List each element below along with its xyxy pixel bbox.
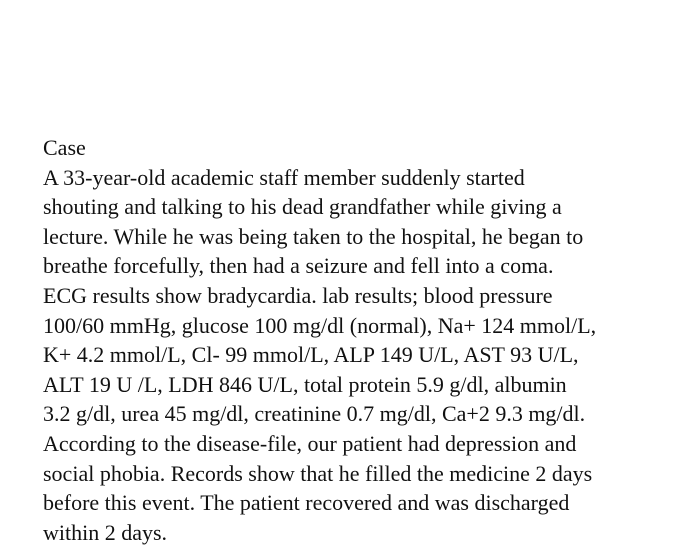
case-text-line: 100/60 mmHg, glucose 100 mg/dl (normal), Na+ 124 mmol/L,: [43, 312, 597, 338]
case-text-line: breathe forcefully, then had a seizure and fell into a coma.: [43, 253, 554, 279]
case-text-line: K+ 4.2 mmol/L, Cl- 99 mmol/L, ALP 149 U/L, AST 93 U/L,: [43, 342, 579, 368]
case-text-line: ECG results show bradycardia. lab results; blood pressure: [43, 282, 553, 308]
case-text-line: ALT 19 U /L, LDH 846 U/L, total protein 5.9 g/dl, albumin: [43, 371, 567, 397]
case-text-line: 3.2 g/dl, urea 45 mg/dl, creatinine 0.7 mg/dl, Ca+2 9.3 mg/dl.: [43, 401, 586, 427]
case-text-line: lecture. While he was being taken to the hospital, he began to: [43, 223, 584, 249]
case-text-line: A 33-year-old academic staff member suddenly started: [43, 164, 525, 190]
case-heading: Case: [43, 135, 86, 160]
case-text-line: within 2 days.: [43, 519, 168, 545]
case-text-line: before this event. The patient recovered and was discharged: [43, 490, 570, 516]
case-text-line: shouting and talking to his dead grandfather while giving a: [43, 194, 562, 220]
case-text-line: According to the disease-file, our patient had depression and: [43, 430, 577, 456]
case-text-line: social phobia. Records show that he filled the medicine 2 days: [43, 460, 593, 486]
case-document: [43, 133, 693, 547]
